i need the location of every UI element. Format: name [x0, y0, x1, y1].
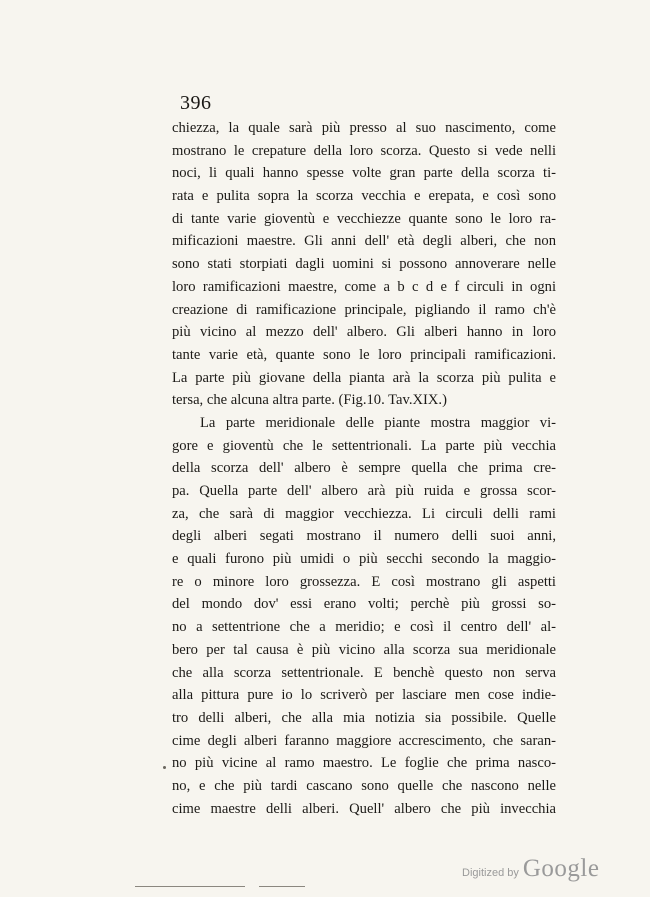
- text-line: tro delli alberi, che alla mia notizia sia possibile. Quelle: [172, 709, 556, 726]
- text-line: della scorza dell' albero è sempre quella che prima cre-: [172, 460, 556, 477]
- text-line: chiezza, la quale sarà più presso al suo nascimento, come: [172, 120, 556, 136]
- margin-dot: [163, 766, 166, 769]
- text-line: gore e gioventù che le settentrionali. La parte più vecchia: [172, 437, 556, 454]
- text-line: del mondo dov' essi erano volti; perchè più grossi so-: [172, 596, 556, 613]
- text-line: più vicino al mezzo dell' albero. Gli alberi hanno in loro: [172, 324, 556, 341]
- text-line: cime maestre delli alberi. Quell' albero che più invecchia: [172, 800, 556, 817]
- text-line: re o minore loro grossezza. E così mostrano gli aspetti: [172, 573, 556, 590]
- text-line: za, che sarà di maggior vecchiezza. Li circuli delli rami: [172, 505, 556, 522]
- text-line: che alla scorza settentrionale. E benchè questo non serva: [172, 664, 556, 681]
- text-line: bero per tal causa è più vicino alla scorza sua meridionale: [172, 641, 556, 658]
- text-line: pa. Quella parte dell' albero arà più ruida e grossa scor-: [172, 483, 556, 499]
- text-line: no più vicine al ramo maestro. Le foglie che prima nasco-: [172, 755, 556, 772]
- text-line: di tante varie gioventù e vecchiezze quante sono le loro ra-: [172, 210, 556, 227]
- digitized-by-watermark: [462, 855, 599, 883]
- text-line: creazione di ramificazione principale, pigliando il ramo ch'è: [172, 301, 556, 318]
- footer-rule: [135, 886, 335, 887]
- text-line: mostrano le crepature della loro scorza. Questo si vede nelli: [172, 142, 556, 159]
- text-line: tante varie età, quante sono le loro principali ramificazioni.: [172, 346, 556, 363]
- text-line: no a settentrione che a meridio; e così il centro dell' al-: [172, 619, 556, 636]
- text-line: La parte più giovane della pianta arà la scorza più pulita e: [172, 369, 556, 386]
- text-line: noci, li quali hanno spesse volte gran parte della scorza ti-: [172, 165, 556, 182]
- watermark-prefix: Digitized by: [462, 867, 519, 879]
- text-line: tersa, che alcuna altra parte. (Fig.10. Tav.XIX.): [172, 392, 447, 409]
- text-line: cime degli alberi faranno maggiore accrescimento, che saran-: [172, 732, 556, 749]
- text-line: e quali furono più umidi o più secchi secondo la maggio-: [172, 551, 556, 568]
- text-line: sono stati storpiati dagli uomini si possono annoverare nelle: [172, 256, 556, 273]
- text-line: loro ramificazioni maestre, come a b c d e f circuli in ogni: [172, 278, 556, 295]
- text-line: rata e pulita sopra la scorza vecchia e erepata, e così sono: [172, 188, 556, 205]
- text-line: no, e che più tardi cascano sono quelle che nascono nelle: [172, 777, 556, 794]
- page-number: 396: [180, 92, 212, 114]
- text-line: degli alberi segati mostrano il numero delli suoi anni,: [172, 528, 556, 545]
- google-logo: Google: [522, 855, 600, 882]
- text-line: mificazioni maestre. Gli anni dell' età degli alberi, che non: [172, 233, 556, 250]
- body-text: [172, 117, 556, 820]
- text-line: alla pittura pure io lo scriverò per lasciare men cose indie-: [172, 687, 556, 704]
- text-line: La parte meridionale delle piante mostra maggior vi-: [200, 414, 556, 431]
